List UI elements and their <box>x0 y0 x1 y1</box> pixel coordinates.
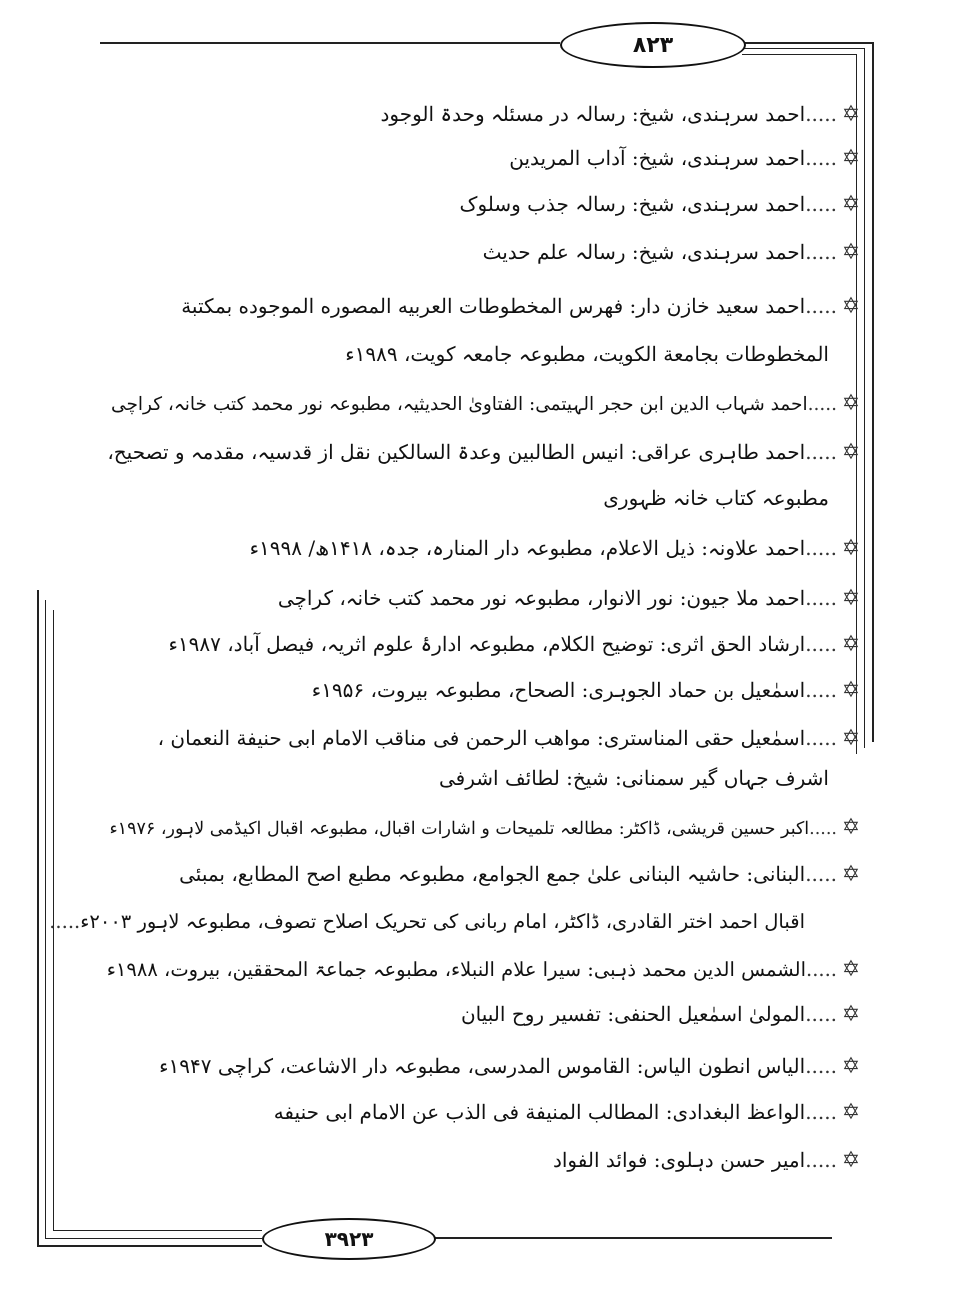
list-item: ✡.....احمد سرہندی، شیخ: رسالہ در مسئلہ وحدۃ الوجود <box>95 92 865 137</box>
star-icon: ✡ <box>841 862 861 887</box>
list-item: ✡.....احمد سرہندی، شیخ: رسالہ جذب وسلوک <box>95 182 865 227</box>
list-item: ✡.....اسمٰعیل حقی المناستری: مواهب الرحمن فى مناقب الامام ابى حنيفة النعمان ، <box>95 716 865 761</box>
list-item-continuation: المخطوطات بجامعة الكويت، مطبوعہ جامعہ کویت، ۱۹۸۹ء <box>345 342 829 366</box>
list-item: ✡.....اسمٰعیل بن حماد الجوہری: الصحاح، مطبوعہ بیروت، ۱۹۵۶ء <box>95 668 865 713</box>
star-icon: ✡ <box>841 146 861 171</box>
star-icon: ✡ <box>841 678 861 703</box>
list-item-continuation: اشرف جہاں گیر سمنانی: شیخ: لطائف اشرفی <box>439 766 829 790</box>
star-icon: ✡ <box>841 192 861 217</box>
star-icon: ✡ <box>841 815 861 840</box>
list-item: ✡.....الشمس الدین محمد ذہبی: سیرا علام النبلاء، مطبوعہ جماعۃ المحققین، بیروت، ۱۹۸۸ء <box>95 948 865 992</box>
list-item: ✡.....المولیٰ اسمٰعیل الحنفی: تفسیر روح البیان <box>95 992 865 1037</box>
star-icon: ✡ <box>841 240 861 265</box>
star-icon: ✡ <box>841 391 861 416</box>
list-item: اقبال احمد اختر القادری، ڈاکٹر، امام ربانی کی تحریک اصلاح تصوف، مطبوعہ لاہور ۲۰۰۳ء..... <box>49 910 805 933</box>
star-icon: ✡ <box>841 440 861 465</box>
list-item: ✡.....اکبر حسین قریشی، ڈاکٹر: مطالعہ تلمیحات و اشارات اقبال، مطبوعہ اقبال اکیڈمی لاہور، ۱۹۷۶ء <box>95 806 865 851</box>
list-item: ✡.....احمد سعید خازن دار: فهرس المخطوطات العربيه المصوره الموجوده بمكتبة <box>95 284 865 329</box>
bibliography-list <box>49 92 865 1192</box>
list-item: ✡.....احمد ملا جیون: نور الانوار، مطبوعہ نور محمد کتب خانہ، کراچی <box>95 576 865 621</box>
star-icon: ✡ <box>841 102 861 127</box>
page-number-top: ۸۲۳ <box>560 22 746 68</box>
frame-top-line <box>100 42 560 44</box>
frame-bottom-line-3 <box>53 1230 262 1231</box>
list-item: ✡.....احمد سرہندی، شیخ: آداب المریدین <box>95 136 865 181</box>
frame-top-line-2 <box>742 42 872 44</box>
star-icon: ✡ <box>841 1100 861 1125</box>
frame-right-line <box>872 42 874 742</box>
list-item-continuation: مطبوعہ کتاب خانہ ظہوری <box>603 486 829 510</box>
frame-bottom-line <box>37 1245 262 1247</box>
star-icon: ✡ <box>841 632 861 657</box>
star-icon: ✡ <box>841 1148 861 1173</box>
list-item: ✡.....احمد علاونہ: ذیل الاعلام، مطبوعہ دار المنارہ، جدہ، ۱۴۱۸ھ/ ۱۹۹۸ء <box>95 526 865 571</box>
star-icon: ✡ <box>841 1054 861 1079</box>
list-item: ✡.....احمد شہاب الدین ابن حجر الہیتمی: الفتاویٰ الحدیثیہ، مطبوعہ نور محمد کتب خانہ، کراچی <box>95 382 865 427</box>
star-icon: ✡ <box>841 726 861 751</box>
list-item: ✡.....الیاس انطون الیاس: القاموس المدرسی، مطبوعہ دار الاشاعت، کراچی ۱۹۴۷ء <box>95 1044 865 1089</box>
page-number-bottom: ۳۹۲۳ <box>262 1218 436 1260</box>
list-item: ✡.....احمد سرہندی، شیخ: رسالہ علم حدیث <box>95 230 865 275</box>
list-item: ✡.....البنانی: حاشیہ البنانی علیٰ جمع الجوامع، مطبوعہ مطبع اصح المطابع، بمبئی <box>95 852 865 897</box>
star-icon: ✡ <box>841 294 861 319</box>
frame-top-line-3 <box>742 48 864 49</box>
star-icon: ✡ <box>841 957 861 982</box>
star-icon: ✡ <box>841 586 861 611</box>
frame-bottom-line-2 <box>45 1238 262 1239</box>
list-item: ✡.....الواعظ البغدادی: المطالب المنيفة فى الذب عن الامام ابى حنيفه <box>95 1090 865 1135</box>
frame-bottom-line-4 <box>432 1237 832 1239</box>
list-item: ✡.....ارشاد الحق اثری: توضیح الکلام، مطبوعہ ادارۂ علوم اثریہ، فیصل آباد، ۱۹۸۷ء <box>95 622 865 667</box>
star-icon: ✡ <box>841 1002 861 1027</box>
list-item: ✡.....احمد طاہری عراقی: انیس الطالبین وعدۃ السالکین نقل از قدسیہ، مقدمہ و تصحیح، <box>95 430 865 475</box>
frame-top-line-4 <box>742 54 856 55</box>
star-icon: ✡ <box>841 536 861 561</box>
list-item: ✡.....امیر حسن دہلوی: فوائد الفواد <box>95 1138 865 1183</box>
